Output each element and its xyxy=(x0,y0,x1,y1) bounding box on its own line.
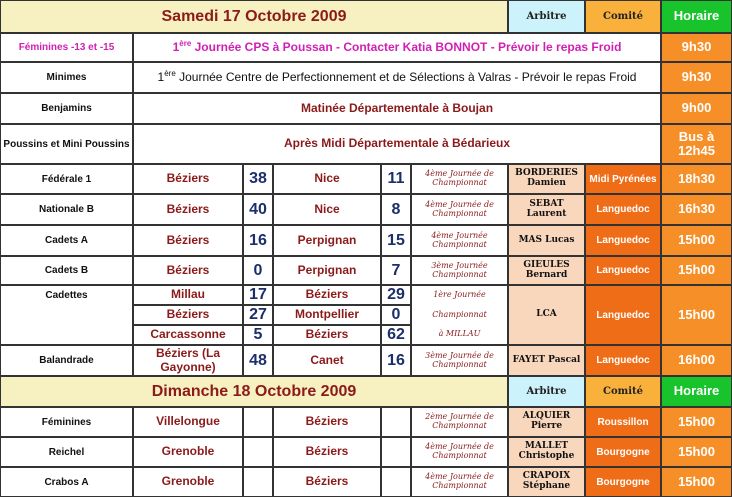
cell-text: Fédérale 1 xyxy=(41,173,92,185)
cell-text: Bourgogne xyxy=(596,476,650,488)
away-score xyxy=(381,256,411,285)
cell-text: Cadettes xyxy=(45,290,88,301)
home-score xyxy=(243,325,273,345)
comite-header xyxy=(585,0,661,33)
cell-text: Balandrade xyxy=(39,355,94,366)
cell-text: 1ère Journée xyxy=(433,290,486,300)
competition xyxy=(411,407,508,437)
competition xyxy=(411,194,508,225)
event-time xyxy=(661,124,732,164)
comite xyxy=(585,345,661,376)
event-description xyxy=(133,62,661,93)
cell-text: Féminines -13 et -15 xyxy=(18,42,115,53)
superscript: ère xyxy=(164,69,176,79)
home-score xyxy=(243,194,273,225)
referee xyxy=(508,285,585,345)
away-score xyxy=(381,305,411,325)
home-score xyxy=(243,164,273,194)
cell-text: 4ème Journée Championnat xyxy=(431,230,488,249)
cell-text: Comité xyxy=(603,386,643,397)
day-title xyxy=(0,0,508,33)
cell-text: 40 xyxy=(249,200,267,218)
cell-text: Reichel xyxy=(48,446,85,458)
event-category xyxy=(0,124,133,164)
cell-text: Grenoble xyxy=(161,444,215,459)
cell-text: Matinée Départementale à Boujan xyxy=(300,100,494,115)
cell-text: Féminines xyxy=(41,416,92,428)
cell-text: 29 xyxy=(387,286,405,304)
home-team xyxy=(133,164,243,194)
cell-text: Comité xyxy=(603,11,643,22)
away-score xyxy=(381,164,411,194)
cell-text: Horaire xyxy=(673,383,720,399)
away-team xyxy=(273,305,381,325)
match-time xyxy=(661,345,732,376)
match-time xyxy=(661,194,732,225)
cell-text: Minimes xyxy=(46,72,87,83)
cell-text: Perpignan xyxy=(297,232,357,247)
referee xyxy=(508,345,585,376)
cell-text: 17 xyxy=(249,286,267,304)
comite xyxy=(585,194,661,225)
cell-text: Crabos A xyxy=(44,476,89,488)
match-category xyxy=(0,256,133,285)
cell-text: Béziers xyxy=(166,307,210,322)
home-score xyxy=(243,467,273,497)
match-category xyxy=(0,285,133,345)
cell-text: GIEULES Bernard xyxy=(523,259,570,280)
cell-text: 15 xyxy=(387,231,405,249)
comite xyxy=(585,256,661,285)
cell-text: Languedoc xyxy=(596,309,650,321)
competition xyxy=(411,345,508,376)
cell-text: 16 xyxy=(249,231,267,249)
cell-text: 62 xyxy=(387,326,405,344)
cell-text: Samedi 17 Octobre 2009 xyxy=(161,7,347,25)
away-team xyxy=(273,225,381,256)
home-score xyxy=(243,437,273,467)
cell-text: Millau xyxy=(170,287,205,302)
cell-text: Canet xyxy=(310,352,344,367)
cell-text: 0 xyxy=(391,306,401,324)
cell-text: BORDERIES Damien xyxy=(515,168,578,188)
event-time xyxy=(661,93,732,124)
cell-text: 4ème Journée de Championnat xyxy=(425,442,494,460)
cell-text: Béziers xyxy=(166,232,210,247)
referee xyxy=(508,164,585,194)
arbitre-header xyxy=(508,376,585,407)
away-team xyxy=(273,437,381,467)
cell-text: 3ème Journée Championnat xyxy=(431,260,488,279)
cell-text: Championnat xyxy=(432,309,487,319)
comite xyxy=(585,437,661,467)
home-score xyxy=(243,305,273,325)
day-title xyxy=(0,376,508,407)
cell-text: 15h00 xyxy=(678,413,715,429)
comite xyxy=(585,467,661,497)
cell-text: 1ère Journée Centre de Perfectionnement et de Sélections à Valras - Prévoir le repas Froid xyxy=(157,69,637,85)
away-team xyxy=(273,256,381,285)
comite-header xyxy=(585,376,661,407)
away-team xyxy=(273,407,381,437)
cell-text: 15h00 xyxy=(678,306,715,322)
cell-text: Carcassonne xyxy=(150,327,226,342)
event-description xyxy=(133,33,661,62)
cell-text: 9h00 xyxy=(681,100,712,116)
referee xyxy=(508,194,585,225)
cell-text: Perpignan xyxy=(297,262,357,277)
match-time xyxy=(661,256,732,285)
home-team xyxy=(133,467,243,497)
cell-text: Benjamins xyxy=(41,103,92,114)
comite xyxy=(585,407,661,437)
cell-text: Languedoc xyxy=(596,265,650,276)
home-score xyxy=(243,285,273,305)
event-time xyxy=(661,62,732,93)
cell-text: 8 xyxy=(391,200,401,218)
referee xyxy=(508,407,585,437)
cell-text: 15h00 xyxy=(678,232,715,248)
comite xyxy=(585,225,661,256)
cell-text: MAS Lucas xyxy=(518,234,575,245)
cell-text: Nice xyxy=(314,171,340,186)
home-team xyxy=(133,305,243,325)
cell-text: Horaire xyxy=(673,8,720,24)
referee xyxy=(508,437,585,467)
event-description xyxy=(133,124,661,164)
away-score xyxy=(381,437,411,467)
cell-text: 9h30 xyxy=(681,39,712,55)
cell-text: Cadets A xyxy=(45,235,88,246)
cell-text: 2ème Journée de Championnat xyxy=(425,412,494,430)
match-category xyxy=(0,345,133,376)
cell-text: 0 xyxy=(253,261,263,279)
event-time xyxy=(661,33,732,62)
cell-text: 11 xyxy=(387,170,405,188)
cell-text: Béziers xyxy=(305,327,349,342)
event-description xyxy=(133,93,661,124)
cell-text: 48 xyxy=(249,351,267,369)
match-category xyxy=(0,467,133,497)
cell-text: FAYET Pascal xyxy=(512,354,581,365)
cell-text: 27 xyxy=(249,306,267,324)
cell-text: Languedoc xyxy=(596,355,650,366)
cell-text: Arbitre xyxy=(526,11,567,22)
cell-text: Béziers (La Gayonne) xyxy=(155,346,221,374)
match-category xyxy=(0,225,133,256)
cell-text: Villelongue xyxy=(156,414,220,429)
competition xyxy=(411,285,508,345)
cell-text: Poussins et Mini Poussins xyxy=(3,138,130,150)
cell-text: 15h00 xyxy=(678,443,715,459)
home-team xyxy=(133,407,243,437)
event-category xyxy=(0,62,133,93)
match-time xyxy=(661,437,732,467)
cell-text: Béziers xyxy=(305,287,349,302)
cell-text: 16h30 xyxy=(678,201,715,217)
comite xyxy=(585,164,661,194)
cell-text: Bus à 12h45 xyxy=(678,128,715,158)
match-category xyxy=(0,407,133,437)
cell-text: 38 xyxy=(249,170,267,188)
cell-text: Nice xyxy=(314,201,340,216)
cell-text: Bourgogne xyxy=(596,446,650,458)
cell-text: Languedoc xyxy=(596,235,650,246)
cell-text: 16h00 xyxy=(678,352,715,368)
away-score xyxy=(381,225,411,256)
cell-text: à MILLAU xyxy=(438,328,481,338)
match-time xyxy=(661,225,732,256)
cell-text: 1ère Journée CPS à Poussan - Contacter Katia BONNOT - Prévoir le repas Froid xyxy=(172,39,622,55)
cell-text: 15h00 xyxy=(678,473,715,489)
away-team xyxy=(273,325,381,345)
event-category xyxy=(0,93,133,124)
away-score xyxy=(381,325,411,345)
away-team xyxy=(273,164,381,194)
match-category xyxy=(0,164,133,194)
home-team xyxy=(133,194,243,225)
cell-text: LCA xyxy=(536,309,557,320)
match-time xyxy=(661,467,732,497)
home-team xyxy=(133,345,243,376)
away-team xyxy=(273,285,381,305)
referee xyxy=(508,467,585,497)
cell-text: Béziers xyxy=(166,201,210,216)
competition xyxy=(411,467,508,497)
away-score xyxy=(381,194,411,225)
cell-text: 4ème Journée de Championnat xyxy=(425,169,494,187)
away-score xyxy=(381,467,411,497)
cell-text: Cadets B xyxy=(44,265,89,276)
home-team xyxy=(133,256,243,285)
horaire-header xyxy=(661,0,732,33)
cell-text: Grenoble xyxy=(161,474,215,489)
cell-text: CRAPOIX Stéphane xyxy=(522,471,571,491)
cell-text: Nationale B xyxy=(38,204,94,215)
superscript: ère xyxy=(179,39,192,49)
cell-text: Béziers xyxy=(166,171,210,186)
home-score xyxy=(243,407,273,437)
match-category xyxy=(0,194,133,225)
away-score xyxy=(381,407,411,437)
cell-text: Dimanche 18 Octobre 2009 xyxy=(151,382,357,400)
cell-text: MALLET Christophe xyxy=(518,441,575,461)
cell-text: 16 xyxy=(387,351,405,369)
cell-text: Arbitre xyxy=(526,386,567,397)
home-score xyxy=(243,225,273,256)
match-category xyxy=(0,437,133,467)
home-team xyxy=(133,437,243,467)
match-time xyxy=(661,407,732,437)
competition xyxy=(411,256,508,285)
cell-text: Béziers xyxy=(305,474,349,489)
cell-text: 4ème Journée de Championnat xyxy=(425,472,494,490)
cell-text: 3ème Journée de Championnat xyxy=(425,350,494,369)
cell-text: 15h00 xyxy=(678,262,715,278)
cell-text: 7 xyxy=(391,261,401,279)
cell-text: Languedoc xyxy=(596,204,650,215)
cell-text: 9h30 xyxy=(681,69,712,85)
cell-text: Après Midi Départementale à Bédarieux xyxy=(283,136,511,151)
comite xyxy=(585,285,661,345)
home-score xyxy=(243,256,273,285)
cell-text: Béziers xyxy=(305,414,349,429)
competition xyxy=(411,164,508,194)
cell-text: Montpellier xyxy=(294,307,359,322)
cell-text: 5 xyxy=(253,326,263,344)
home-score xyxy=(243,345,273,376)
horaire-header xyxy=(661,376,732,407)
event-category xyxy=(0,33,133,62)
cell-text: ALQUIER Pierre xyxy=(522,411,571,431)
match-time xyxy=(661,285,732,345)
cell-text: Béziers xyxy=(305,444,349,459)
competition xyxy=(411,225,508,256)
cell-text: Midi Pyrénées xyxy=(589,173,657,185)
referee xyxy=(508,256,585,285)
cell-text: 18h30 xyxy=(678,170,715,186)
cell-text: SEBAT Laurent xyxy=(526,198,567,219)
competition xyxy=(411,437,508,467)
match-time xyxy=(661,164,732,194)
away-score xyxy=(381,345,411,376)
home-team xyxy=(133,325,243,345)
cell-text: Béziers xyxy=(166,262,210,277)
cell-text: Roussillon xyxy=(597,416,649,428)
arbitre-header xyxy=(508,0,585,33)
away-score xyxy=(381,285,411,305)
away-team xyxy=(273,345,381,376)
referee xyxy=(508,225,585,256)
away-team xyxy=(273,467,381,497)
away-team xyxy=(273,194,381,225)
home-team xyxy=(133,285,243,305)
cell-text: 4ème Journée de Championnat xyxy=(425,199,494,218)
home-team xyxy=(133,225,243,256)
